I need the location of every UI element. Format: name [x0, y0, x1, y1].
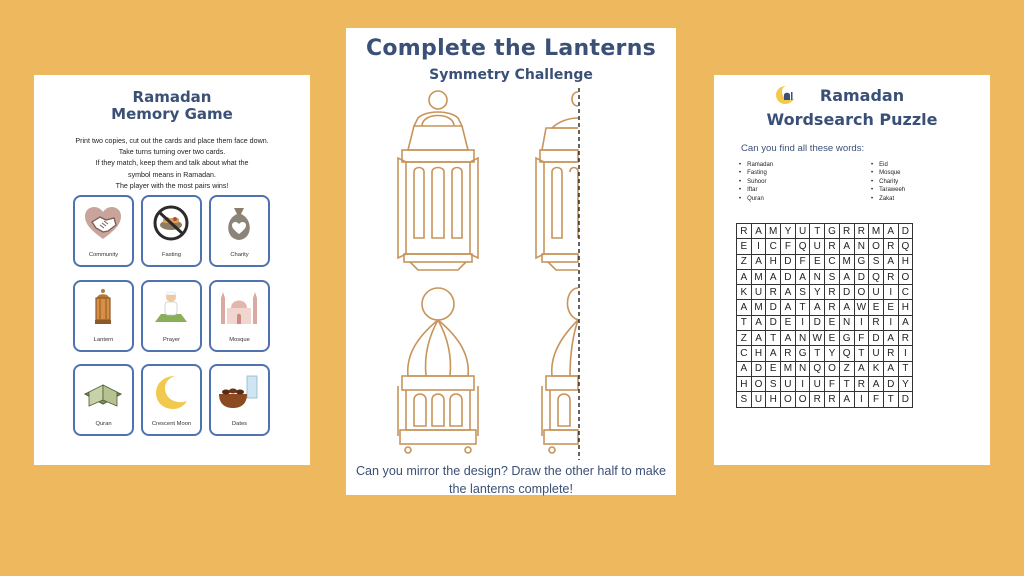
memory-instructions [54, 136, 290, 192]
grid-letter: E [766, 361, 781, 376]
grid-letter: D [898, 224, 913, 239]
lantern-icon [81, 288, 125, 328]
grid-letter: T [810, 346, 825, 361]
lanterns-subtitle: Symmetry Challenge [429, 67, 593, 83]
lantern-outline-illustration [346, 88, 676, 460]
card-label: Mosque [229, 337, 250, 343]
grid-letter: Q [869, 269, 884, 284]
grid-letter: Z [839, 361, 854, 376]
quran-book-icon [81, 372, 125, 412]
grid-letter: O [781, 392, 796, 407]
grid-letter: R [854, 224, 869, 239]
grid-letter: Y [810, 285, 825, 300]
grid-letter: T [854, 346, 869, 361]
grid-letter: E [810, 254, 825, 269]
grid-letter: M [751, 269, 766, 284]
grid-letter: U [781, 376, 796, 391]
lantern-outline-bottom-left [398, 288, 478, 453]
grid-letter: A [751, 315, 766, 330]
grid-letter: D [839, 285, 854, 300]
lantern-outline-top-right-half [536, 92, 578, 270]
word-list-item: • Charity [871, 178, 905, 186]
instruction-line: symbol means in Ramadan. [128, 170, 216, 179]
grid-letter: H [751, 346, 766, 361]
grid-letter: A [795, 269, 810, 284]
grid-letter: A [883, 331, 898, 346]
grid-letter: A [737, 269, 752, 284]
memory-title-line2: Memory Game [111, 105, 233, 123]
grid-letter: A [781, 300, 796, 315]
card-label: Dates [231, 421, 248, 427]
wordsearch-sheet [714, 75, 990, 465]
grid-letter: A [869, 376, 884, 391]
grid-letter: M [766, 224, 781, 239]
grid-letter: D [751, 361, 766, 376]
grid-letter: F [781, 239, 796, 254]
memory-card-lantern [73, 280, 134, 352]
caption-line: the lanterns complete! [449, 482, 573, 496]
grid-letter: T [795, 300, 810, 315]
grid-letter: D [883, 376, 898, 391]
grid-letter: F [869, 392, 884, 407]
grid-letter: G [854, 254, 869, 269]
grid-letter: I [795, 376, 810, 391]
word-list-left [739, 161, 773, 203]
grid-letter: C [825, 254, 840, 269]
word-list-item: • Quran [739, 195, 773, 203]
grid-letter: Z [737, 331, 752, 346]
grid-letter: A [766, 269, 781, 284]
grid-row [737, 239, 913, 254]
wordsearch-title-line1: Ramadan [819, 86, 905, 105]
grid-letter: O [751, 376, 766, 391]
grid-letter: Q [795, 239, 810, 254]
grid-letter: S [869, 254, 884, 269]
grid-letter: I [751, 239, 766, 254]
grid-letter: I [854, 315, 869, 330]
card-label: Charity [230, 252, 249, 258]
instruction-line: The player with the most pairs wins! [115, 181, 229, 190]
grid-letter: A [751, 224, 766, 239]
grid-letter: T [883, 392, 898, 407]
memory-card-prayer [141, 280, 202, 352]
grid-row [737, 254, 913, 269]
grid-letter: A [810, 300, 825, 315]
grid-letter: R [839, 224, 854, 239]
grid-letter: W [854, 300, 869, 315]
grid-letter: M [781, 361, 796, 376]
grid-row [737, 392, 913, 407]
instruction-line: Take turns turning over two cards. [118, 148, 226, 157]
grid-letter: K [869, 361, 884, 376]
grid-letter: R [825, 300, 840, 315]
grid-letter: H [766, 392, 781, 407]
wordsearch-title-line2: Wordsearch Puzzle [766, 110, 938, 129]
grid-letter: G [839, 331, 854, 346]
lanterns-title: Complete the Lanterns [365, 36, 657, 61]
grid-letter: H [766, 254, 781, 269]
grid-letter: D [854, 269, 869, 284]
grid-letter: E [781, 315, 796, 330]
grid-letter: T [898, 361, 913, 376]
grid-letter: H [737, 376, 752, 391]
mosque-icon [217, 288, 261, 328]
grid-letter: U [751, 285, 766, 300]
lantern-outline-bottom-right-half [542, 288, 578, 453]
grid-letter: D [898, 392, 913, 407]
wordsearch-question: Can you find all these words: [741, 143, 865, 154]
grid-letter: S [737, 392, 752, 407]
grid-letter: C [766, 239, 781, 254]
instruction-line: If they match, keep them and talk about what the [95, 159, 249, 168]
word-list-right [871, 161, 905, 203]
grid-letter: U [810, 376, 825, 391]
grid-letter: G [795, 346, 810, 361]
grid-letter: A [781, 331, 796, 346]
grid-letter: U [751, 392, 766, 407]
grid-letter: D [781, 269, 796, 284]
grid-letter: C [737, 346, 752, 361]
grid-letter: A [883, 224, 898, 239]
lantern-outline-top-left [398, 91, 478, 270]
grid-letter: I [883, 285, 898, 300]
grid-row [737, 315, 913, 330]
grid-letter: F [854, 331, 869, 346]
dates-bowl-icon [217, 372, 261, 412]
grid-letter: R [825, 239, 840, 254]
grid-letter: A [751, 331, 766, 346]
grid-letter: A [751, 254, 766, 269]
grid-letter: U [869, 346, 884, 361]
grid-letter: R [883, 346, 898, 361]
memory-card-fasting [141, 195, 202, 267]
grid-letter: W [810, 331, 825, 346]
word-list-item: • Mosque [871, 169, 905, 177]
memory-card-dates [209, 364, 270, 436]
grid-letter: T [737, 315, 752, 330]
grid-letter: O [854, 285, 869, 300]
grid-letter: D [766, 300, 781, 315]
grid-letter: A [737, 300, 752, 315]
grid-row [737, 269, 913, 284]
grid-letter: Q [839, 346, 854, 361]
grid-letter: F [825, 376, 840, 391]
grid-row [737, 224, 913, 239]
grid-letter: D [869, 331, 884, 346]
word-list-item: • Fasting [739, 169, 773, 177]
grid-letter: A [883, 361, 898, 376]
grid-letter: G [825, 224, 840, 239]
grid-letter: A [898, 315, 913, 330]
grid-letter: T [766, 331, 781, 346]
memory-card-quran [73, 364, 134, 436]
grid-letter: E [883, 300, 898, 315]
grid-letter: N [810, 269, 825, 284]
grid-letter: C [898, 285, 913, 300]
card-label: Fasting [161, 252, 181, 258]
grid-letter: N [854, 239, 869, 254]
word-list-item: • Ramadan [739, 161, 773, 169]
grid-letter: R [883, 239, 898, 254]
grid-letter: N [795, 331, 810, 346]
grid-letter: Q [898, 239, 913, 254]
grid-letter: O [825, 361, 840, 376]
no-food-icon [149, 203, 193, 243]
grid-letter: H [898, 254, 913, 269]
word-list-item: • Iftar [739, 186, 773, 194]
grid-letter: Y [781, 224, 796, 239]
grid-letter: U [869, 285, 884, 300]
grid-letter: D [781, 254, 796, 269]
grid-letter: U [795, 224, 810, 239]
grid-letter: E [737, 239, 752, 254]
grid-letter: I [854, 392, 869, 407]
grid-letter: D [766, 315, 781, 330]
grid-letter: D [810, 315, 825, 330]
card-label: Lantern [93, 337, 114, 343]
grid-row [737, 361, 913, 376]
prayer-mat-icon [149, 288, 193, 328]
word-list-item: • Taraweeh [871, 186, 905, 194]
crescent-moon-icon [149, 372, 193, 412]
memory-card-crescent-moon [141, 364, 202, 436]
card-label: Community [88, 252, 119, 258]
grid-letter: E [825, 315, 840, 330]
grid-letter: A [839, 300, 854, 315]
grid-letter: A [839, 269, 854, 284]
grid-letter: I [795, 315, 810, 330]
grid-letter: R [781, 346, 796, 361]
grid-letter: N [795, 361, 810, 376]
grid-letter: S [795, 285, 810, 300]
grid-letter: R [810, 392, 825, 407]
grid-letter: K [737, 285, 752, 300]
grid-letter: R [825, 392, 840, 407]
memory-game-sheet [34, 75, 310, 465]
money-bag-icon [217, 203, 261, 243]
grid-letter: R [766, 285, 781, 300]
wordsearch-grid [736, 223, 913, 408]
word-list-item: • Eid [871, 161, 905, 169]
grid-letter: A [839, 392, 854, 407]
grid-letter: O [869, 239, 884, 254]
grid-letter: N [839, 315, 854, 330]
memory-title-line1: Ramadan [132, 88, 212, 106]
grid-letter: A [854, 361, 869, 376]
grid-letter: Z [737, 254, 752, 269]
card-label: Crescent Moon [151, 421, 192, 427]
memory-card-charity [209, 195, 270, 267]
grid-letter: Q [810, 361, 825, 376]
grid-letter: T [810, 224, 825, 239]
grid-letter: U [810, 239, 825, 254]
grid-letter: M [839, 254, 854, 269]
grid-letter: R [883, 269, 898, 284]
caption-line: Can you mirror the design? Draw the other half to make [355, 464, 667, 478]
grid-letter: R [737, 224, 752, 239]
grid-letter: R [898, 331, 913, 346]
handshake-icon [81, 203, 125, 243]
grid-letter: Y [898, 376, 913, 391]
grid-letter: F [795, 254, 810, 269]
grid-letter: S [825, 269, 840, 284]
grid-letter: R [869, 315, 884, 330]
grid-letter: S [766, 376, 781, 391]
grid-letter: M [869, 224, 884, 239]
grid-letter: A [737, 361, 752, 376]
grid-letter: A [839, 239, 854, 254]
grid-letter: I [883, 315, 898, 330]
grid-letter: O [898, 269, 913, 284]
grid-letter: A [781, 285, 796, 300]
memory-card-community [73, 195, 134, 267]
grid-letter: T [839, 376, 854, 391]
memory-card-mosque [209, 280, 270, 352]
grid-letter: M [751, 300, 766, 315]
grid-letter: Y [825, 346, 840, 361]
grid-row [737, 346, 913, 361]
grid-letter: E [869, 300, 884, 315]
grid-letter: E [825, 331, 840, 346]
grid-letter: A [766, 346, 781, 361]
lanterns-symmetry-sheet [346, 28, 676, 495]
grid-letter: R [854, 376, 869, 391]
grid-row [737, 285, 913, 300]
word-list-item: • Suhoor [739, 178, 773, 186]
grid-letter: H [898, 300, 913, 315]
card-label: Prayer [162, 337, 181, 343]
grid-letter: A [883, 254, 898, 269]
grid-letter: R [825, 285, 840, 300]
card-label: Quran [95, 421, 112, 427]
instruction-line: Print two copies, cut out the cards and place them face down. [75, 137, 269, 145]
grid-row [737, 331, 913, 346]
grid-letter: O [795, 392, 810, 407]
grid-letter: I [898, 346, 913, 361]
grid-row [737, 300, 913, 315]
word-list-item: • Zakat [871, 195, 905, 203]
grid-row [737, 376, 913, 391]
lanterns-caption [346, 462, 676, 498]
